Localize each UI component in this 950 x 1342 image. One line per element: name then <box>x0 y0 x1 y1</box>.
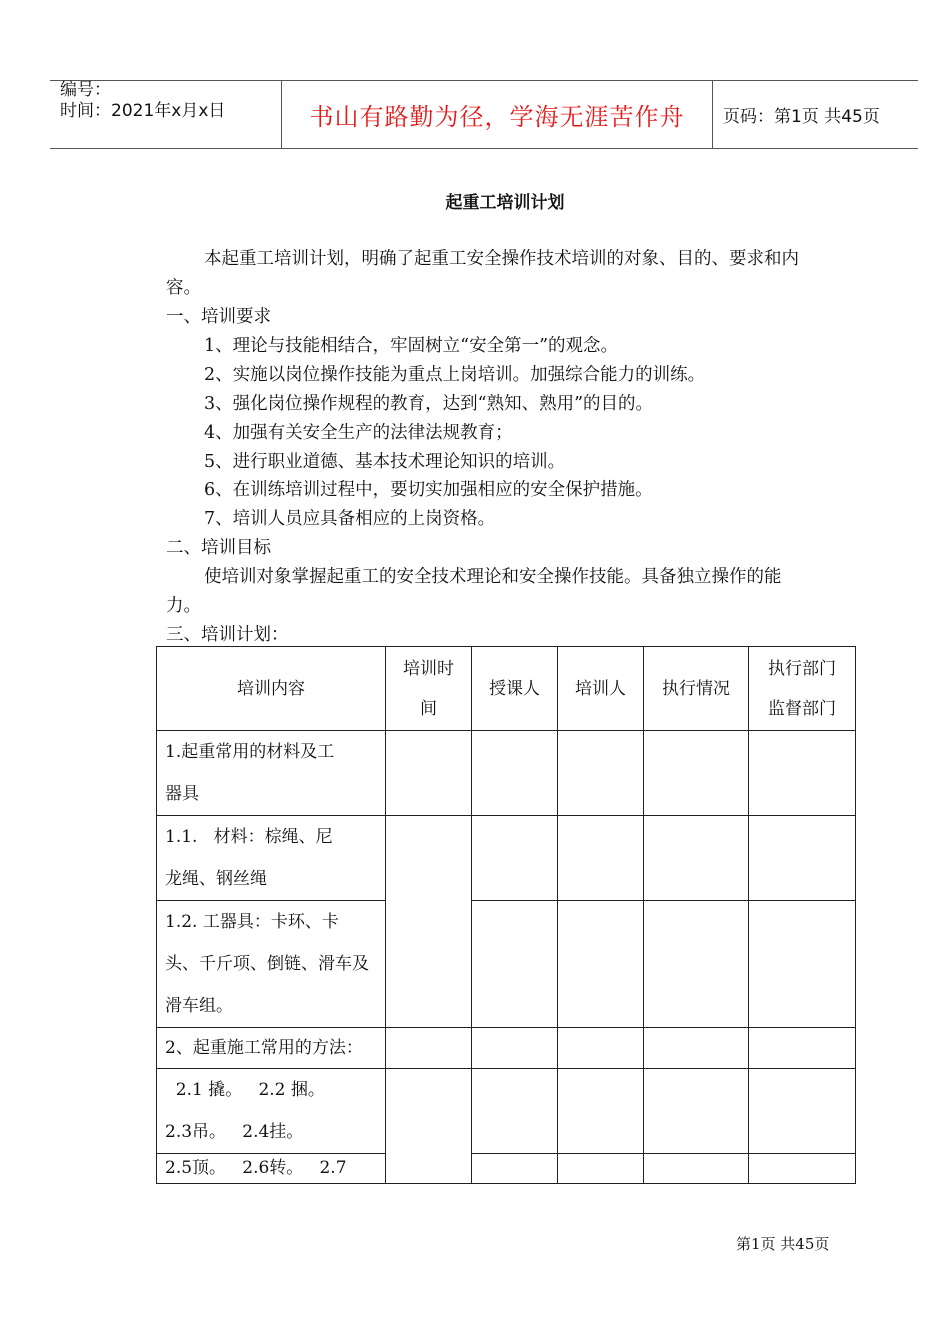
requirement-item: 5、进行职业道德、基本技术理论知识的培训。 <box>204 452 566 472</box>
header-cell-time <box>386 647 472 731</box>
header-bottom-rule <box>50 148 918 149</box>
empty-cell <box>472 1069 558 1154</box>
requirement-item: 6、在训练培训过程中，要切实加强相应的安全保护措施。 <box>204 480 653 500</box>
training-plan-table <box>156 646 856 1184</box>
header-cell-content <box>157 647 386 731</box>
document-title: 起重工培训计划 <box>445 193 565 213</box>
requirement-item: 2、实施以岗位操作技能为重点上岗培训。加强综合能力的训练。 <box>204 365 706 385</box>
content-cell <box>157 731 386 816</box>
empty-cell <box>472 1154 558 1184</box>
document-number-label: 编号： <box>60 80 111 100</box>
content-text: 滑车组。 <box>165 996 233 1016</box>
header-label: 间 <box>420 698 437 719</box>
content-text: 器具 <box>165 784 199 804</box>
table-row <box>157 1154 856 1184</box>
header-label: 培训时 <box>403 658 454 679</box>
header-label: 培训内容 <box>237 678 305 699</box>
goal-text-line: 力。 <box>166 596 201 616</box>
empty-cell <box>558 731 644 816</box>
section-heading-requirements: 一、培训要求 <box>166 307 271 327</box>
header-label: 培训人 <box>575 678 626 699</box>
table-row <box>157 731 856 816</box>
header-cell-departments <box>749 647 856 731</box>
header-cell-trainer <box>558 647 644 731</box>
content-text: 2.1 撬。 2.2 捆。 <box>165 1080 325 1100</box>
empty-cell <box>644 1069 749 1154</box>
empty-cell <box>749 1028 856 1069</box>
goal-text-line: 使培训对象掌握起重工的安全技术理论和安全操作技能。具备独立操作的能 <box>204 567 782 587</box>
header-cell-lecturer <box>472 647 558 731</box>
empty-cell <box>472 816 558 901</box>
header-page-number: 页码：第1页 共45页 <box>723 106 880 127</box>
section-heading-goals: 二、培训目标 <box>166 538 271 558</box>
empty-cell <box>386 731 472 816</box>
empty-cell <box>749 901 856 1028</box>
content-text: 2.3吊。 2.4挂。 <box>165 1122 304 1142</box>
table-row <box>157 901 856 1028</box>
intro-line: 容。 <box>166 278 201 298</box>
empty-cell <box>472 731 558 816</box>
table-row <box>157 1069 856 1154</box>
empty-cell <box>558 1028 644 1069</box>
empty-cell <box>644 1028 749 1069</box>
header-label: 执行部门 <box>768 658 836 679</box>
empty-cell <box>472 1028 558 1069</box>
header-motto: 书山有路勤为径，学海无涯苦作舟 <box>309 102 685 131</box>
content-cell <box>157 816 386 901</box>
empty-cell <box>558 901 644 1028</box>
empty-cell <box>644 1154 749 1184</box>
content-cell <box>157 1154 386 1184</box>
content-cell <box>157 1028 386 1069</box>
content-text: 1.1. 材料：棕绳、尼 <box>165 827 333 847</box>
header-cell-execution <box>644 647 749 731</box>
header-label: 监督部门 <box>768 698 836 719</box>
empty-cell <box>472 901 558 1028</box>
header-label: 执行情况 <box>662 678 730 699</box>
intro-line: 本起重工培训计划，明确了起重工安全操作技术培训的对象、目的、要求和内 <box>204 249 799 269</box>
empty-cell <box>749 1069 856 1154</box>
content-text: 龙绳、钢丝绳 <box>165 869 267 889</box>
requirement-item: 4、加强有关安全生产的法律法规教育； <box>204 423 513 443</box>
empty-cell <box>749 1154 856 1184</box>
content-cell <box>157 901 386 1028</box>
footer-page-number: 第1页 共45页 <box>736 1235 830 1253</box>
header-label: 授课人 <box>489 678 540 699</box>
table-header-row <box>157 647 856 731</box>
section-heading-plan: 三、培训计划： <box>166 625 289 645</box>
content-text: 1.起重常用的材料及工 <box>165 742 335 762</box>
content-text: 1.2. 工器具：卡环、卡 <box>165 912 339 932</box>
table-row <box>157 1028 856 1069</box>
header-meta <box>60 80 225 122</box>
table-row <box>157 816 856 901</box>
content-text: 2.5顶。 2.6转。 2.7 <box>165 1158 347 1178</box>
empty-cell <box>558 1069 644 1154</box>
empty-cell <box>644 731 749 816</box>
requirement-item: 7、培训人员应具备相应的上岗资格。 <box>204 509 496 529</box>
empty-cell <box>386 1028 472 1069</box>
content-cell <box>157 1069 386 1154</box>
merged-time-cell <box>386 816 472 1028</box>
requirement-item: 3、强化岗位操作规程的教育，达到“熟知、熟用”的目的。 <box>204 394 654 414</box>
empty-cell <box>558 816 644 901</box>
empty-cell <box>644 816 749 901</box>
merged-time-cell <box>386 1069 472 1184</box>
content-text: 2、起重施工常用的方法： <box>165 1038 363 1058</box>
content-text: 头、千斤项、倒链、滑车及 <box>165 954 369 974</box>
requirement-item: 1、理论与技能相结合，牢固树立“安全第一”的观念。 <box>204 336 619 356</box>
empty-cell <box>644 901 749 1028</box>
empty-cell <box>749 731 856 816</box>
document-time-label: 时间：2021年x月x日 <box>60 101 226 121</box>
empty-cell <box>749 816 856 901</box>
empty-cell <box>558 1154 644 1184</box>
